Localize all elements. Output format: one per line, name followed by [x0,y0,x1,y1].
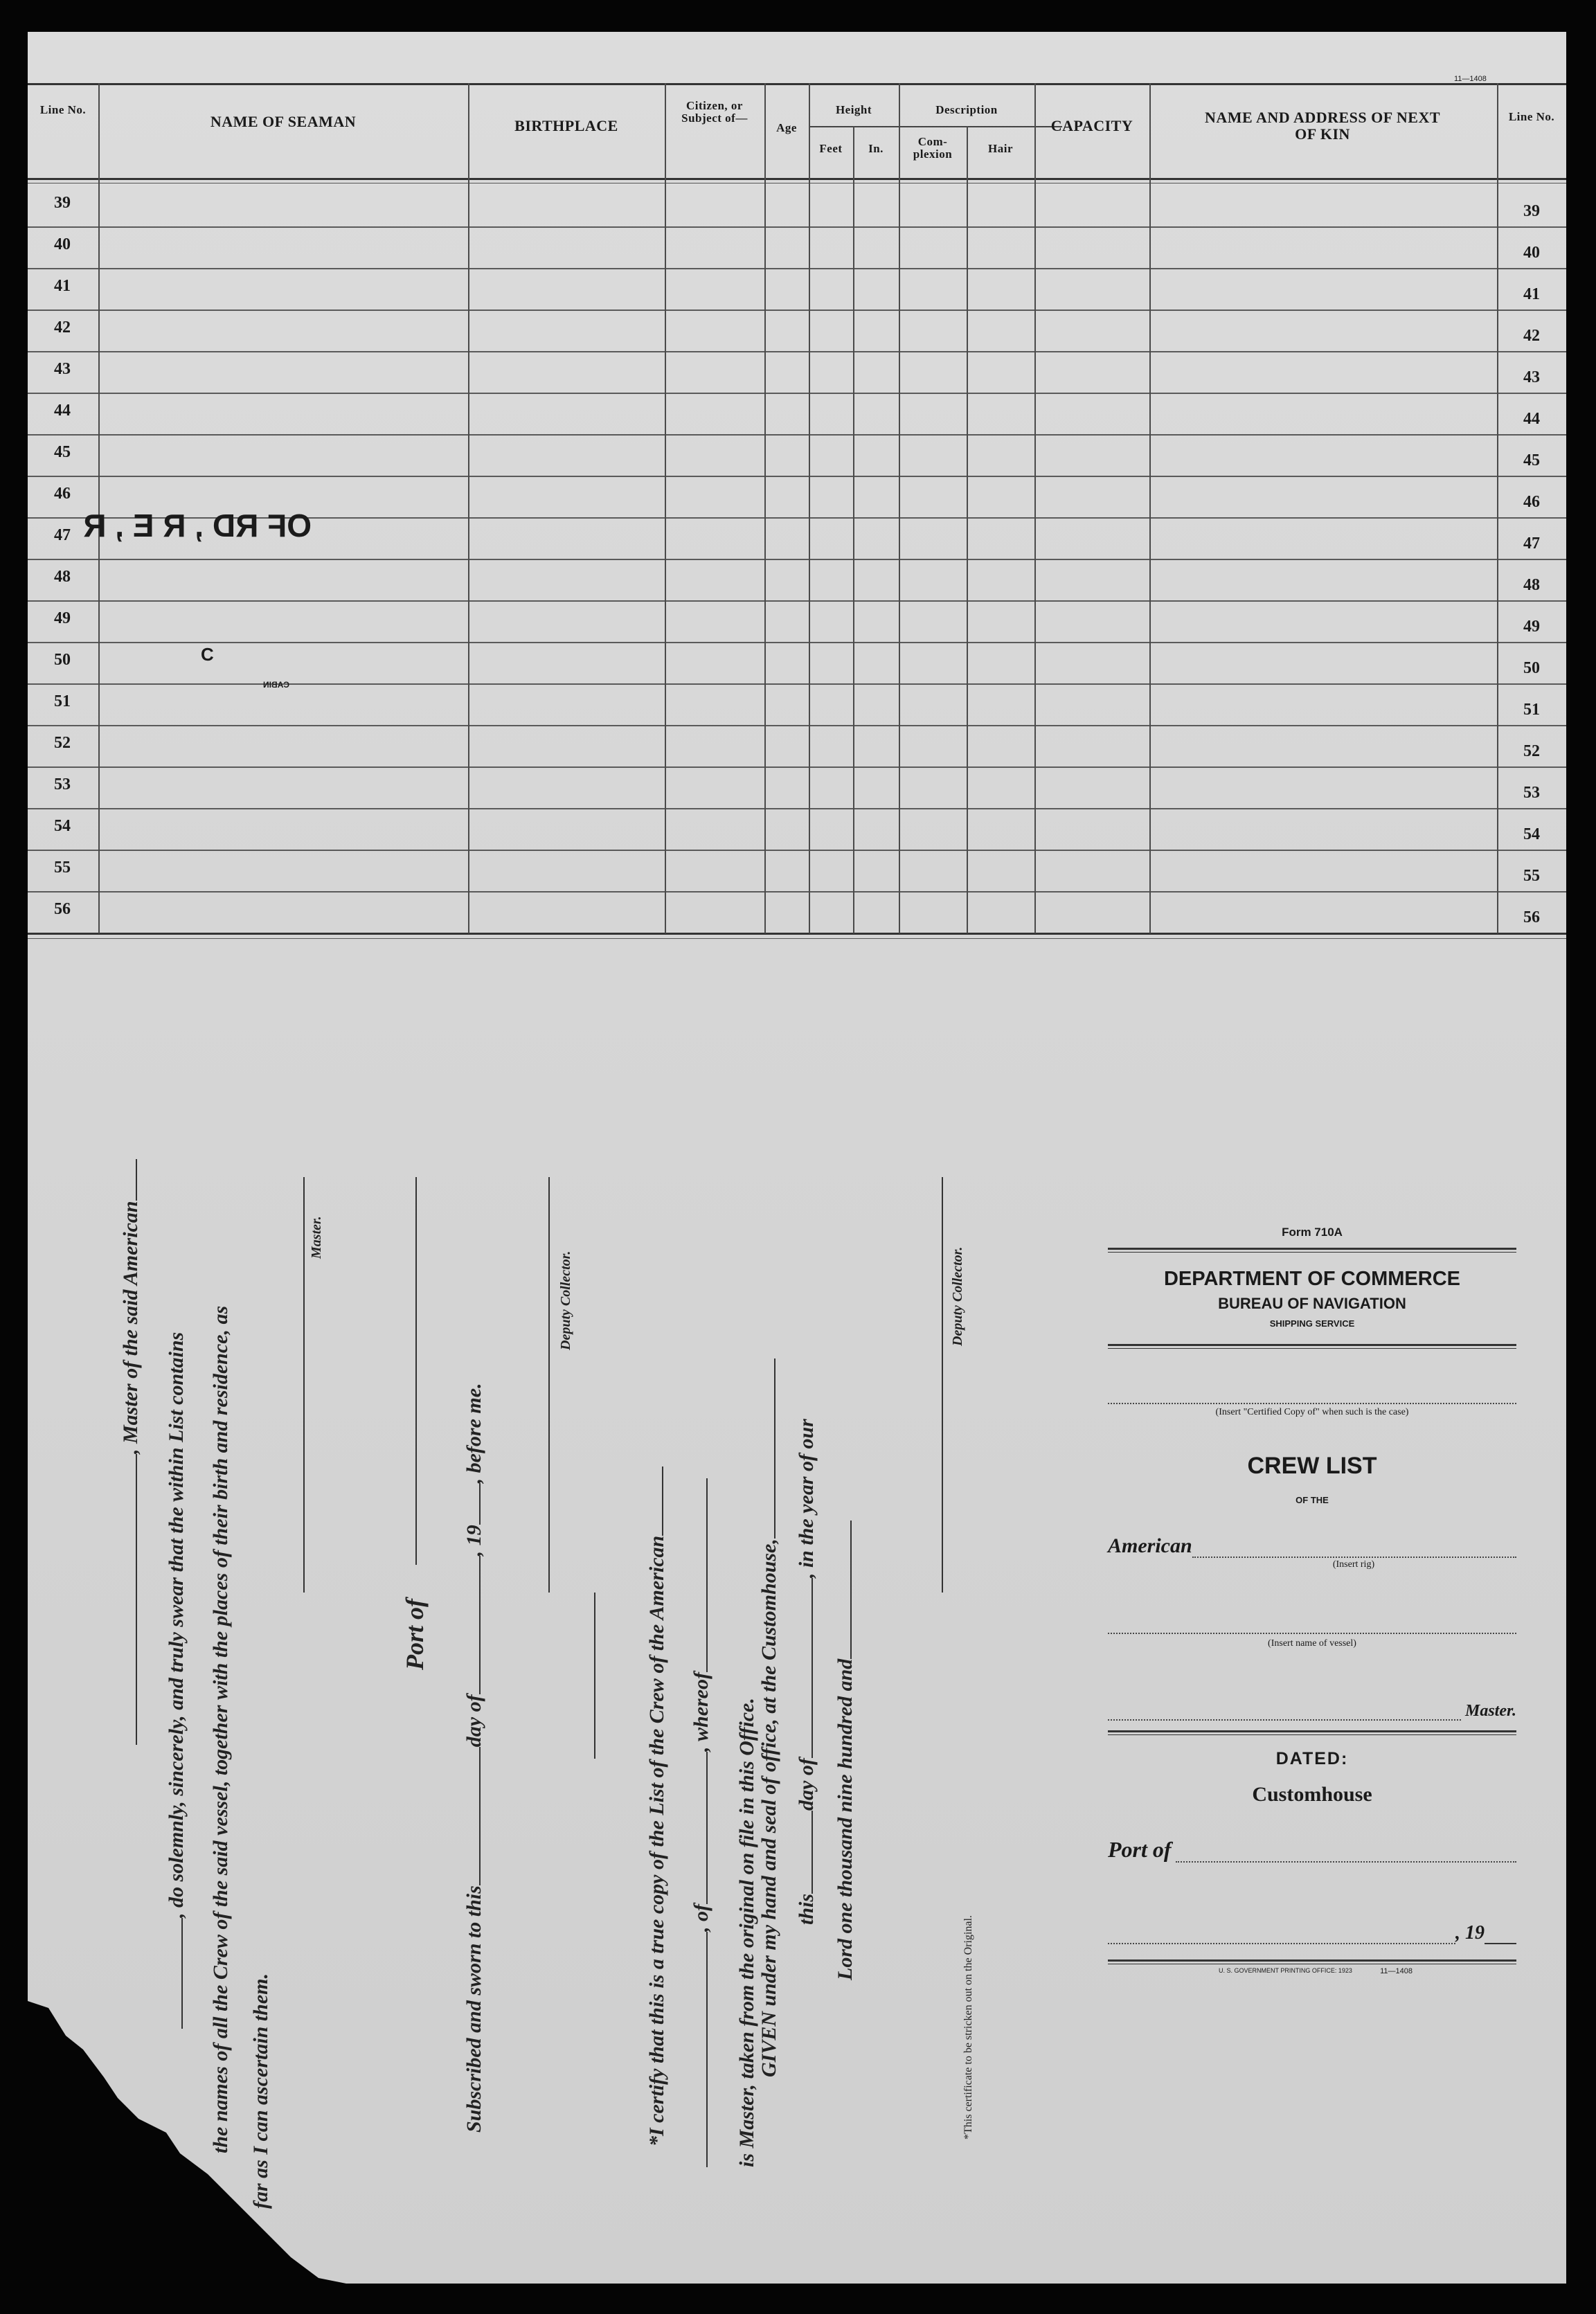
oath-ascertain-line [249,1973,273,2209]
row-number-left: 43 [54,360,71,378]
deputy-collector-line-2 [942,1177,943,1593]
master-row [1108,1702,1516,1721]
insert-vessel-hint: (Insert name of vessel) [1268,1638,1356,1649]
dated-label: DATED: [1275,1749,1349,1768]
crew-table [28,75,1566,952]
lord-line [834,1521,857,1980]
bleed-through-text: OF RD , R E , R [83,508,312,544]
row-number-left: 53 [54,775,71,793]
certify-line [645,1467,669,2146]
jurat-year-text: , 19 [463,1525,485,1557]
row-number-right: 45 [1523,451,1540,469]
oath-master-text: , Master of the said American [119,1201,142,1454]
jurat-port-line [415,1177,417,1565]
given-line [757,1358,781,2077]
header-description: Description [935,103,998,116]
deputy-collector-label: Deputy Collector. [558,1250,573,1350]
this-day-line [795,1419,818,1925]
row-number-right: 44 [1523,410,1540,428]
port-of-label: Port of [1108,1837,1172,1862]
row-number-right: 40 [1523,244,1540,262]
header-citizen: Citizen, or Subject of— [681,99,748,125]
year-label: , 19 [1455,1922,1485,1944]
deputy-collector-label-2: Deputy Collector. [950,1246,965,1346]
cover-panel [1108,1226,1516,1975]
oath-ascertain-text: far as I can ascertain them. [249,1973,272,2209]
date-field [1108,1929,1455,1944]
oath-swear-text: , do solemnly, sincerely, and truly swear that the within List contains [165,1331,188,1918]
row-number-left: 56 [54,900,71,918]
crew-list-title: CREW LIST [1247,1453,1377,1479]
row-number-left: 44 [54,402,71,420]
row-number-left: 49 [54,609,71,627]
certify-text: *I certify that this is a true copy of the List of the Crew of the American [645,1535,668,2146]
department-title: DEPARTMENT OF COMMERCE [1163,1268,1460,1290]
jurat-subscribed [463,1383,486,2133]
jurat-port-of-text: Port of [401,1599,429,1670]
printer-imprint: U. S. GOVERNMENT PRINTING OFFICE: 1923 [1219,1967,1352,1974]
deputy-collector-line [548,1177,550,1593]
row-number-left: 39 [54,194,71,212]
header-feet: Feet [819,142,843,155]
header-capacity: CAPACITY [1050,117,1133,134]
row-number-right: 50 [1523,659,1540,677]
header-line-no: Line No. [39,103,87,116]
port-field [1176,1847,1516,1863]
row-number-right: 39 [1523,202,1540,220]
of-the-label: OF THE [1295,1495,1329,1505]
jurat-subscribed-text: Subscribed and sworn to this [463,1885,485,2133]
is-master-text: is Master, taken from the original on file in this Office. [735,1698,758,2167]
row-number-right: 53 [1523,784,1540,802]
jurat-before-me-text: , before me. [463,1383,485,1484]
master-label-panel: Master. [1464,1702,1516,1720]
rule [1108,1248,1516,1253]
american-label: American [1108,1534,1192,1557]
row-number-right: 43 [1523,368,1540,386]
divider-rule [594,1593,595,1759]
row-number-left: 47 [54,526,71,544]
service-title: SHIPPING SERVICE [1269,1318,1355,1329]
bureau-title: BUREAU OF NAVIGATION [1218,1295,1406,1312]
vessel-name-field [1108,1633,1516,1634]
row-number-left: 48 [54,568,71,586]
this-text: this [795,1893,818,1925]
is-master-line [735,1698,759,2167]
insert-certified-hint: (Insert "Certified Copy of" when such is the case) [1215,1407,1409,1417]
row-number-left: 55 [54,859,71,877]
form-code-bottom: 11—1408 [1380,1967,1413,1975]
row-number-left: 41 [54,277,71,295]
row-number-right: 46 [1523,493,1540,511]
printer-row [1108,1967,1516,1975]
given-text: GIVEN under my hand and seal of office, at the Customhouse, [757,1539,780,2077]
certified-copy-line [1108,1403,1516,1404]
certify-of-line [690,1478,713,2167]
master-signature-line [303,1177,305,1593]
header-line-no-right: Line No. [1508,110,1555,123]
master-label: Master. [309,1216,324,1259]
header-birthplace: BIRTHPLACE [514,117,618,134]
in-year-text: , in the year of our [795,1419,818,1579]
header-age: Age [776,121,797,134]
insert-rig-hint: (Insert rig) [1332,1559,1375,1570]
row-number-right: 48 [1523,576,1540,594]
row-number-left: 40 [54,235,71,253]
master-field [1108,1705,1461,1721]
port-of-row [1108,1837,1516,1863]
row-number-right: 56 [1523,908,1540,926]
row-number-left: 42 [54,319,71,337]
customhouse-label: Customhouse [1252,1783,1372,1806]
header-name-of-seaman: NAME OF SEAMAN [210,113,357,130]
rule [1108,1959,1516,1964]
row-number-right: 55 [1523,867,1540,885]
footnote: *This certificate to be stricken out on the Original. [962,1915,974,2140]
row-number-right: 54 [1523,825,1540,843]
oath-names-line [209,1306,233,2153]
rule [1108,1730,1516,1735]
form-number: Form 710A [1282,1226,1343,1239]
rig-field [1192,1543,1516,1558]
jurat-day-of-text: day of [463,1694,485,1748]
row-number-right: 49 [1523,618,1540,636]
certify-whereof-text: , whereof [690,1672,712,1752]
row-number-right: 47 [1523,535,1540,553]
oath-swear-line [165,1332,188,2029]
year-field [1485,1929,1516,1944]
bleed-through-label: CABIN [263,680,289,690]
row-number-left: 46 [54,485,71,503]
header-height: Height [835,103,872,116]
header-inches: In. [868,142,884,155]
certify-of-text: , of [690,1904,712,1932]
bleed-through-mark: C [201,644,214,665]
header-hair: Hair [988,142,1013,155]
rule [1108,1344,1516,1349]
header-complexion: Com-plexion [913,135,953,161]
form-code-top: 11—1408 [1454,75,1487,83]
oath-master-line [119,1159,143,1745]
row-number-left: 52 [54,734,71,752]
row-number-right: 52 [1523,742,1540,760]
header-next-of-kin: NAME AND ADDRESS OF NEXT OF KIN [1205,109,1441,143]
row-number-right: 42 [1523,327,1540,345]
oath-names-text: the names of all the Crew of the said vessel, together with the places of their birth and residence, as [209,1305,232,2153]
row-number-right: 41 [1523,285,1540,303]
row-number-left: 45 [54,443,71,461]
date-row [1108,1922,1516,1944]
lord-text: Lord one thousand nine hundred and [834,1658,857,1980]
american-rig-row [1108,1534,1516,1558]
day-of-text: day of [795,1758,818,1811]
row-number-left: 54 [54,817,71,835]
jurat-port-of [400,1599,429,1670]
row-number-right: 51 [1523,701,1540,719]
row-number-left: 51 [54,692,71,710]
row-number-left: 50 [54,651,71,669]
